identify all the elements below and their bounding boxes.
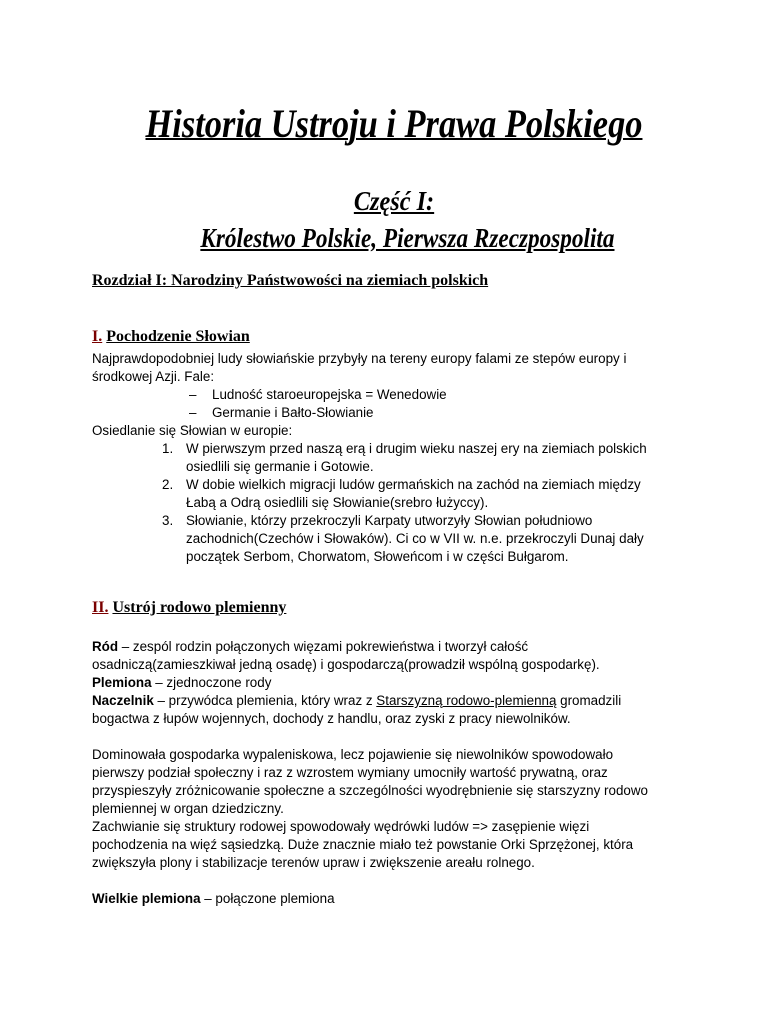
list-number: 1. <box>162 441 174 456</box>
list-item-line: Słowianie, którzy przekroczyli Karpaty utworzyły Słowian południowo <box>186 513 593 528</box>
section-title: Pochodzenie Słowian <box>106 328 250 345</box>
definition-text: gromadzili <box>556 693 622 708</box>
definition-text: – połączone plemiona <box>200 891 335 906</box>
chapter-heading: Rozdział I: Narodziny Państwowości na ziemiach polskich <box>92 272 489 289</box>
paragraph-line: pierwszy podział społeczny i raz z wzrostem wymiany umocniły wartość prywatną, oraz <box>92 765 608 780</box>
paragraph-line: Zachwianie się struktury rodowej spowodowały wędrówki ludów => zasępienie więzi <box>92 819 590 834</box>
paragraph-line: bogactwa z łupów wojennych, dochody z handlu, oraz zyski z pracy niewolników. <box>92 711 571 726</box>
definition-text: – zjednoczone rody <box>151 675 272 690</box>
list-item-line: początek Serbom, Chorwatom, Słoweńcom i w części Bułgarom. <box>186 549 569 564</box>
document-title: Historia Ustroju i Prawa Polskiego <box>145 101 643 146</box>
list-item-line: zachodnich(Czechów i Słowaków). Ci co w VII w. n.e. przekroczyli Dunaj dały <box>186 531 644 546</box>
dash-bullet: – <box>189 387 197 402</box>
definition-plemiona <box>92 674 271 692</box>
section-number: II. <box>92 599 109 616</box>
list-number: 2. <box>162 477 174 492</box>
term: Wielkie plemiona <box>92 891 201 906</box>
list-item-line: osiedlili się germanie i Gotowie. <box>186 459 374 474</box>
list-number: 3. <box>162 513 174 528</box>
definition-naczelnik <box>92 692 621 710</box>
definition-text: – przywódca plemienia, który wraz z <box>153 693 377 708</box>
paragraph-line: Dominowała gospodarka wypaleniskowa, lecz pojawienie się niewolników spowodowało <box>92 747 614 762</box>
term: Naczelnik <box>92 693 154 708</box>
definition-rod <box>92 638 528 656</box>
section-heading-origin <box>92 327 250 347</box>
section-heading-system <box>92 598 286 618</box>
dash-bullet: – <box>189 405 197 420</box>
paragraph-line: Najprawdopodobniej ludy słowiańskie przybyły na tereny europy falami ze stepów europy i <box>92 351 627 366</box>
definition-text: – zespól rodzin połączonych więzami pokrewieństwa i tworzył całość <box>118 639 529 654</box>
list-item-line: W pierwszym przed naszą erą i drugim wieku naszej ery na ziemiach polskich <box>186 441 647 456</box>
paragraph-line: pochodzenia na więź sąsiedzką. Duże znacznie miało też powstanie Orki Sprzężonej, która <box>92 837 634 852</box>
term: Plemiona <box>92 675 152 690</box>
dash-item: Germanie i Bałto-Słowianie <box>212 405 374 420</box>
list-item-line: Łabą a Odrą osiedlili się Słowianie(srebro łużyccy). <box>186 495 489 510</box>
term: Ród <box>92 639 119 654</box>
paragraph-line: przyspieszyły zróżnicowanie społeczne a szczególności wyodrębnienie się starszyzny rodowo <box>92 783 648 798</box>
paragraph-line: zwiększyła plony i stabilizacje terenów upraw i zwiększenie areału rolnego. <box>92 855 535 870</box>
dash-item: Ludność staroeuropejska = Wenedowie <box>212 387 447 402</box>
paragraph-line: plemiennej w organ dziedziczny. <box>92 801 284 816</box>
paragraph-line: Osiedlanie się Słowian w europie: <box>92 423 293 438</box>
definition-wielkie-plemiona <box>92 890 335 908</box>
part-subtitle: Królestwo Polskie, Pierwsza Rzeczpospolita <box>200 223 615 253</box>
underlined-term: Starszyzną rodowo-plemienną <box>376 693 557 708</box>
list-item-line: W dobie wielkich migracji ludów germańskich na zachód na ziemiach między <box>186 477 641 492</box>
section-number: I. <box>92 328 103 345</box>
paragraph-line: środkowej Azji. Fale: <box>92 369 215 384</box>
part-heading: Część I: <box>353 186 435 216</box>
paragraph-line: osadniczą(zamieszkiwał jedną osadę) i gospodarczą(prowadził wspólną gospodarkę). <box>92 657 600 672</box>
section-title: Ustrój rodowo plemienny <box>112 599 287 616</box>
